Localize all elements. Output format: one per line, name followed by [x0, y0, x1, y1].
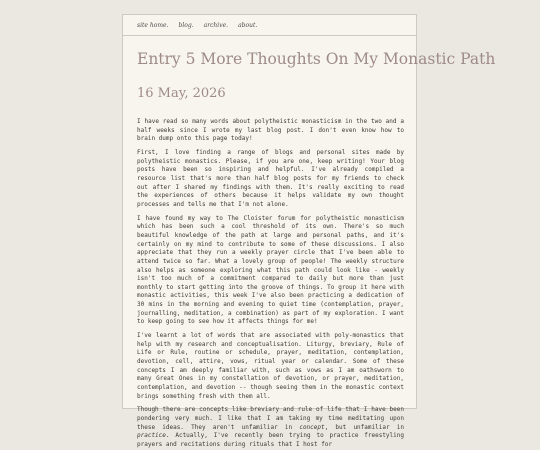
post-paragraph: First, I love finding a range of blogs and personal sites made by polytheistic monastics. Please, if you are one, keep writing! Your blog posts have been so inspiring and helpful. I've already compiled a resource list that's more than half blog posts for my friends to check out after I shared my findings with them. It's really exciting to read the experiences of others because it helps validate my own thought processes and tells me that I'm not alone. [137, 148, 404, 208]
nav-link-archive[interactable]: archive. [203, 21, 229, 29]
post-body [137, 118, 404, 450]
post-title: Entry 5 More Thoughts On My Monastic Path [137, 50, 496, 68]
post-paragraph: I have found my way to The Cloister forum for polytheistic monasticism which has been such a cool threshold of its own. There's so much beautiful knowledge of the path at large and personal paths, and it's certainly on my mind to contribute to some of these discussions. I also appreciate that they run a weekly prayer circle that I've been able to attend twice so far. What a lovely group of people! The weekly structure also helps as someone exploring what this path could look like - weekly isn't too much of a commitment compared to daily but more than just monthly to start getting into the groove of things. To group it here with monastic activities, this week I've also been practicing a dedication of 30 mins in the morning and evening to quiet time (contemplation, prayer, journalling, meditation, a combination) as part of my exploration. I want to keep going to see how it affects things for me! [137, 214, 404, 326]
post-date: 16 May, 2026 [137, 86, 226, 101]
nav-link-about[interactable]: about. [238, 21, 258, 29]
post-paragraph: I've learnt a lot of words that are associated with poly-monastics that help with my research and conceptualisation. Liturgy, breviary, Rule of Life or Rule, routine or schedule, prayer, meditation, contemplation, devotion, cell, attire, vows, ritual year or calendar. Some of these concepts I am deeply familiar with, such as vows as I am oathsworn to many Great Ones in my constellation of devotion, or prayer, meditation, contemplation, and devotion -- though seeing them in the monastic context brings something fresh with them all. [137, 332, 404, 400]
blog-page [122, 14, 496, 448]
nav-link-site-home[interactable]: site home. [137, 21, 169, 29]
nav-link-blog[interactable]: blog. [178, 21, 194, 29]
top-nav [123, 15, 416, 36]
post-paragraph: I have read so many words about polytheistic monasticism in the two and a half weeks since I wrote my last blog post. I don't even know how to brain dump onto this page today! [137, 118, 404, 143]
post-paragraph: Though there are concepts like breviary and rule of life that I have been pondering very much. I like that I am taking my time meditating upon these ideas. They aren't unfamiliar in concept, but unfamiliar in practice. Actually, I've recently been trying to practice freestyling prayers and recitations during rituals that I host for [137, 406, 404, 448]
